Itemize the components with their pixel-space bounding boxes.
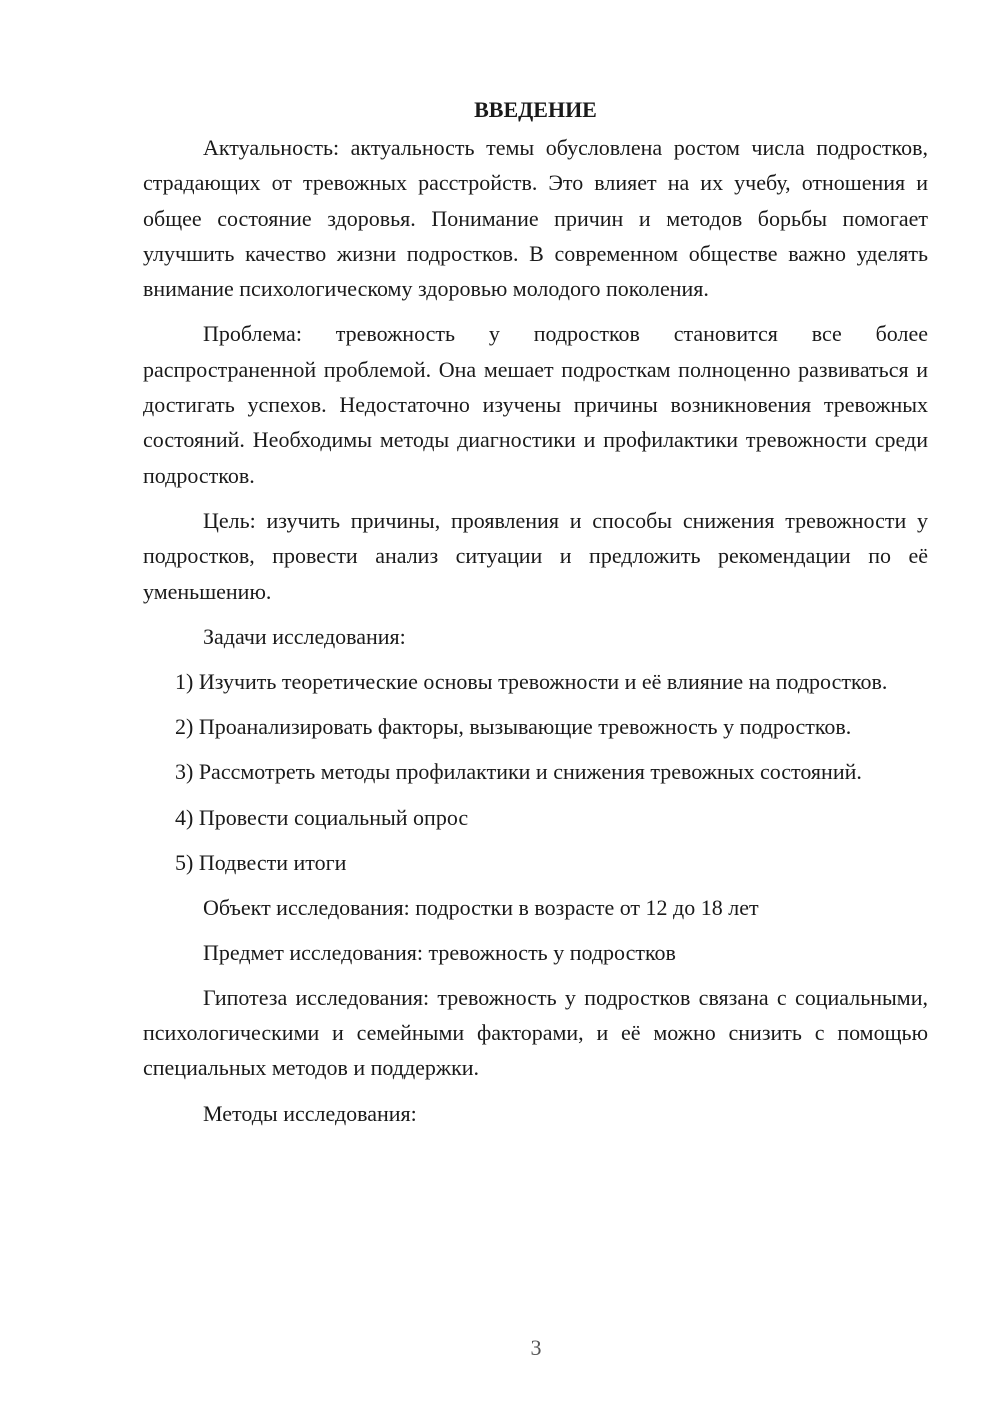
tasks-heading: Задачи исследования: xyxy=(203,623,406,649)
relevance-paragraph: Актуальность: актуальность темы обусловлена ростом числа подростков, страдающих от тревожных расстройств. Это влияет на их учебу, отношения и общее состояние здоровья. Понимание причин и методов борьбы помогает улучшить качество жизни подростков. В современном обществе важно уделять внимание психологическому здоровью молодого поколения. xyxy=(143,135,928,302)
problem-paragraph: Проблема: тревожность у подростков становится все более распространенной проблемой. Она мешает подросткам полноценно развиваться и достигать успехов. Недостаточно изучены причины возникновения тревожных состояний. Необходимы методы диагностики и профилактики тревожности среди подростков. xyxy=(143,321,928,488)
task-item-3: 3) Рассмотреть методы профилактики и снижения тревожных состояний. xyxy=(175,759,862,785)
page-title: ВВЕДЕНИЕ xyxy=(474,97,597,122)
task-item-4: 4) Провести социальный опрос xyxy=(175,804,469,830)
methods-heading: Методы исследования: xyxy=(203,1100,417,1126)
task-item-2: 2) Проанализировать факторы, вызывающие тревожность у подростков. xyxy=(175,714,852,740)
object-paragraph: Объект исследования: подростки в возрасте от 12 до 18 лет xyxy=(203,894,759,920)
hypothesis-paragraph: Гипотеза исследования: тревожность у подростков связана с социальными, психологическими и семейными факторами, и её можно снизить с помощью специальных методов и поддержки. xyxy=(143,984,928,1081)
task-item-1: 1) Изучить теоретические основы тревожности и её влияние на подростков. xyxy=(175,668,888,694)
page-content xyxy=(143,92,928,1141)
goal-paragraph: Цель: изучить причины, проявления и способы снижения тревожности у подростков, провести анализ ситуации и предложить рекомендации по её уменьшению. xyxy=(143,507,928,604)
subject-paragraph: Предмет исследования: тревожность у подростков xyxy=(203,939,676,965)
task-item-5: 5) Подвести итоги xyxy=(175,849,347,875)
page-number: 3 xyxy=(530,1335,542,1360)
